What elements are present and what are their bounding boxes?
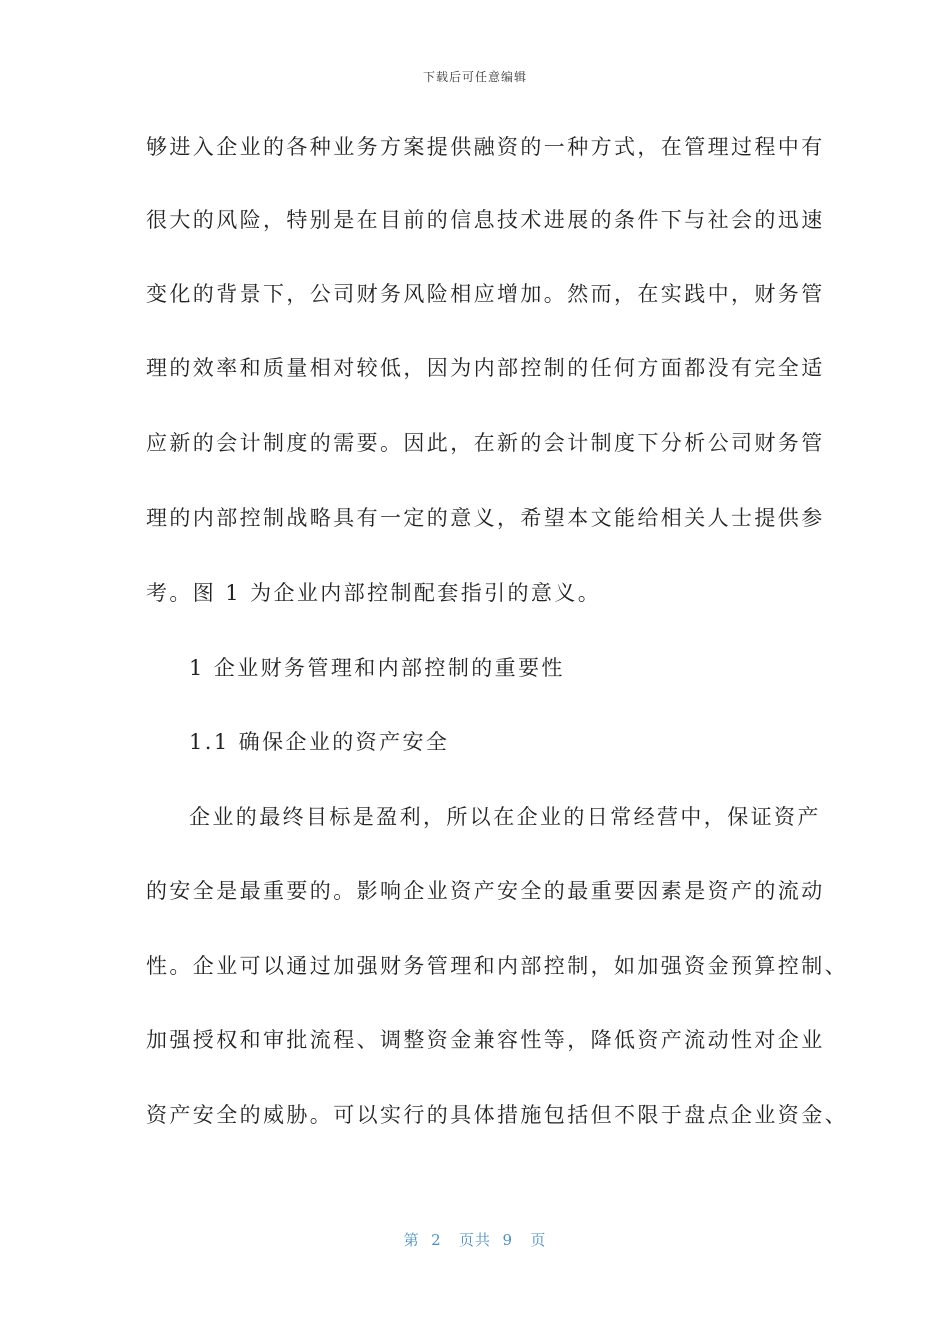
paragraph-line: 考。图 1 为企业内部控制配套指引的意义。 [146,581,602,605]
paragraph-line: 企业的最终目标是盈利，所以在企业的日常经营中，保证资产 [189,805,821,829]
paragraph-line: 变化的背景下，公司财务风险相应增加。然而，在实践中，财务管 [146,282,825,306]
paragraph-line: 加强授权和审批流程、调整资金兼容性等，降低资产流动性对企业 [146,1028,825,1052]
section-heading: 1 企业财务管理和内部控制的重要性 [189,656,565,680]
paragraph-line: 很大的风险，特别是在目前的信息技术进展的条件下与社会的迅速 [146,208,825,232]
paragraph-line: 理的效率和质量相对较低，因为内部控制的任何方面都没有完全适 [146,356,825,380]
paragraph-line: 理的内部控制战略具有一定的意义，希望本文能给相关人士提供参 [146,506,825,530]
page-number-text: 第 2 页共 9 页 [403,1231,547,1249]
paragraph-line: 的安全是最重要的。影响企业资产安全的最重要因素是资产的流动 [146,879,825,903]
page-number-footer [0,1229,950,1250]
paragraph-line: 够进入企业的各种业务方案提供融资的一种方式，在管理过程中有 [146,135,825,159]
paragraph-line: 资产安全的威胁。可以实行的具体措施包括但不限于盘点企业资金、 [146,1103,848,1127]
paragraph-line: 应新的会计制度的需要。因此，在新的会计制度下分析公司财务管 [146,431,825,455]
page-header: 下载后可任意编辑 [422,70,527,84]
paragraph-line: 性。企业可以通过加强财务管理和内部控制，如加强资金预算控制、 [146,954,848,978]
subsection-heading: 1.1 确保企业的资产安全 [189,730,450,754]
